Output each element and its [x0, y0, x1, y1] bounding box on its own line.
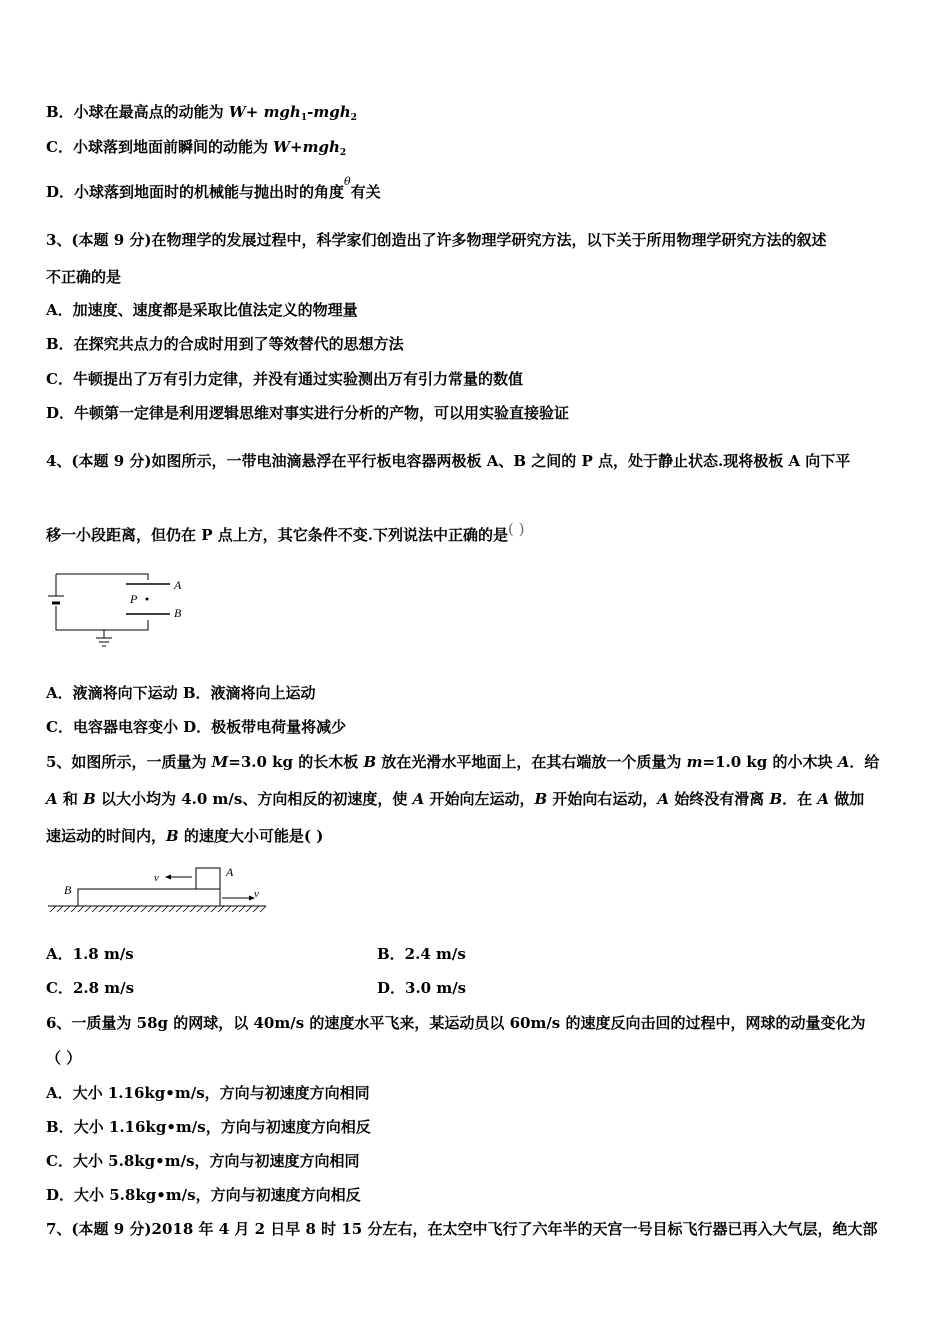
long-board-b [78, 889, 220, 906]
q4-options-row2: C．电容器电容变小 D．极板带电荷量将减少 [46, 718, 347, 736]
q3-option-b: B．在探究共点力的合成时用到了等效替代的思想方法 [46, 335, 404, 353]
q3-stem-line2: 不正确的是 [46, 268, 122, 286]
small-block-a [196, 868, 220, 889]
label-point-p: P [130, 592, 138, 606]
q7-stem-line1: 7、(本题 9 分)2018 年 4 月 2 日早 8 时 15 分左右，在太空中飞行了六年半的天宫一号目标飞行器已再入大气层，绝大部 [46, 1220, 878, 1238]
q2-option-c: C．小球落到地面前瞬间的动能为 W+mgh$_2$ [46, 138, 347, 158]
q4-stem-line1: 4、(本题 9 分)如图所示，一带电油滴悬浮在平行板电容器两极板 A、B 之间的 P 点，处于静止状态.现将极板 A 向下平 [46, 452, 851, 470]
q6-option-c: C．大小 5.8kg•m/s，方向与初速度方向相同 [46, 1152, 360, 1170]
ground-hatching [50, 906, 266, 912]
label-velocity-left: v [154, 872, 159, 884]
q6-stem-line2: （ ） [46, 1049, 82, 1067]
q6-option-d: D．大小 5.8kg•m/s，方向与初速度方向相反 [46, 1186, 361, 1204]
q5-stem-line1: 5、如图所示，一质量为 M=3.0 kg 的长木板 B 放在光滑水平地面上，在其右端放一个质量为 m=1.0 kg 的小木块 A．给 [46, 753, 880, 771]
board-block-diagram [44, 860, 270, 916]
label-plate-a: A [174, 578, 182, 592]
q5-stem-line3: 速运动的时间内，B 的速度大小可能是( ) [46, 827, 324, 845]
q5-option-b: B．2.4 m/s [377, 945, 466, 963]
label-plate-b: B [174, 606, 182, 620]
q5-stem-line2: A 和 B 以大小均为 4.0 m/s、方向相反的初速度，使 A 开始向左运动，B 开始向右运动，A 始终没有滑离 B．在 A 做加 [46, 790, 865, 808]
q5-option-d: D．3.0 m/s [377, 979, 467, 997]
q3-option-d: D．牛顿第一定律是利用逻辑思维对事实进行分析的产物，可以用实验直接验证 [46, 404, 570, 422]
capacitor-circuit-diagram [44, 566, 194, 652]
oil-drop [146, 598, 149, 601]
theta-symbol: θ [344, 175, 351, 188]
q4-answer-paren: ( ) [507, 520, 525, 538]
q6-stem-line1: 6、一质量为 58g 的网球，以 40m/s 的速度水平飞来，某运动员以 60m/s 的速度反向击回的过程中，网球的动量变化为 [46, 1014, 866, 1032]
q4-stem-line2: 移一小段距离，但仍在 P 点上方，其它条件不变.下列说法中正确的是( ) [46, 520, 525, 544]
q6-option-b: B．大小 1.16kg•m/s，方向与初速度方向相反 [46, 1118, 371, 1136]
q3-option-c: C．牛顿提出了万有引力定律，并没有通过实验测出万有引力常量的数值 [46, 370, 523, 388]
q2-option-b: B．小球在最高点的动能为 W+ mgh$_1$-mgh$_2$ [46, 103, 357, 123]
q4-options-row1: A．液滴将向下运动 B．液滴将向上运动 [46, 684, 316, 702]
circuit-wire-bottom [56, 606, 148, 630]
circuit-wire-top [56, 574, 148, 580]
q5-option-c: C．2.8 m/s [46, 979, 135, 997]
label-board-b: B [64, 883, 72, 897]
label-velocity-right: v [254, 888, 259, 900]
q6-option-a: A．大小 1.16kg•m/s，方向与初速度方向相同 [46, 1084, 370, 1102]
q3-option-a: A．加速度、速度都是采取比值法定义的物理量 [46, 301, 358, 319]
q3-stem-line1: 3、(本题 9 分)在物理学的发展过程中，科学家们创造出了许多物理学研究方法，以下关于所用物理学研究方法的叙述 [46, 231, 827, 249]
q2-option-d: D．小球落到地面时的机械能与抛出时的角度$^\theta$有关 [46, 175, 381, 201]
label-block-a: A [226, 865, 234, 879]
q5-option-a: A．1.8 m/s [46, 945, 134, 963]
